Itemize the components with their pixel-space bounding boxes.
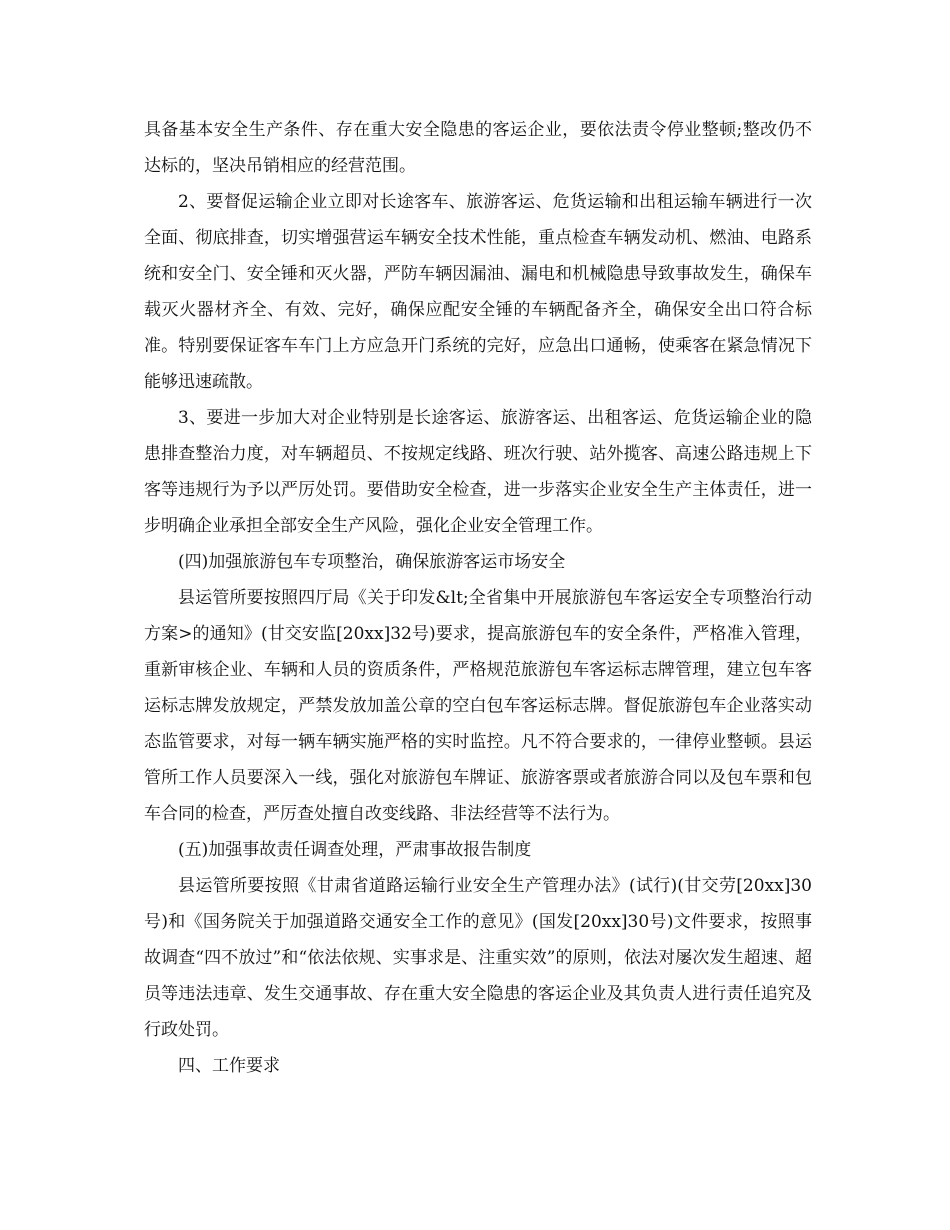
section-heading-4: (四)加强旅游包车专项整治，确保旅游客运市场安全 xyxy=(178,552,566,572)
paragraph-item-3: 3、要进一步加大对企业特别是长途客运、旅游客运、出租客运、危货运输企业的隐患排查整治力度，对车辆超员、不按规定线路、班次行驶、站外揽客、高速公路违规上下客等违规行为予以严厉处罚。要借助安全检查，进一步落实企业安全生产主体责任，进一步明确企业承担全部安全生产风险，强化企业安全管理工作。 xyxy=(144,408,812,536)
paragraph-continuation: 具备基本安全生产条件、存在重大安全隐患的客运企业，要依法责令停业整顿;整改仍不达标的，坚决吊销相应的经营范围。 xyxy=(144,120,812,176)
section-heading-work-requirements: 四、工作要求 xyxy=(178,1056,280,1076)
document-page xyxy=(144,112,812,1084)
section-heading-5: (五)加强事故责任调查处理，严肃事故报告制度 xyxy=(178,840,532,860)
paragraph-section-4-body: 县运管所要按照四厅局《关于印发&lt;全省集中开展旅游包车客运安全专项整治行动方案>的通知》(甘交安监[20xx]32号)要求，提高旅游包车的安全条件，严格准入管理，重新审核企业、车辆和人员的资质条件，严格规范旅游包车客运标志牌管理，建立包车客运标志牌发放规定，严禁发放加盖公章的空白包车客运标志牌。督促旅游包车企业落实动态监管要求，对每一辆车辆实施严格的实时监控。凡不符合要求的，一律停业整顿。县运管所工作人员要深入一线，强化对旅游包车牌证、旅游客票或者旅游合同以及包车票和包车合同的检查，严厉查处擅自改变线路、非法经营等不法行为。 xyxy=(144,588,812,824)
paragraph-item-2: 2、要督促运输企业立即对长途客车、旅游客运、危货运输和出租运输车辆进行一次全面、彻底排查，切实增强营运车辆安全技术性能，重点检查车辆发动机、燃油、电路系统和安全门、安全锤和灭火器，严防车辆因漏油、漏电和机械隐患导致事故发生，确保车载灭火器材齐全、有效、完好，确保应配安全锤的车辆配备齐全，确保安全出口符合标准。特别要保证客车车门上方应急开门系统的完好，应急出口通畅，使乘客在紧急情况下能够迅速疏散。 xyxy=(144,192,812,392)
paragraph-section-5-body: 县运管所要按照《甘肃省道路运输行业安全生产管理办法》(试行)(甘交劳[20xx]30号)和《国务院关于加强道路交通安全工作的意见》(国发[20xx]30号)文件要求，按照事故调查“四不放过”和“依法依规、实事求是、注重实效”的原则，依法对屡次发生超速、超员等违法违章、发生交通事故、存在重大安全隐患的客运企业及其负责人进行责任追究及行政处罚。 xyxy=(144,876,812,1040)
